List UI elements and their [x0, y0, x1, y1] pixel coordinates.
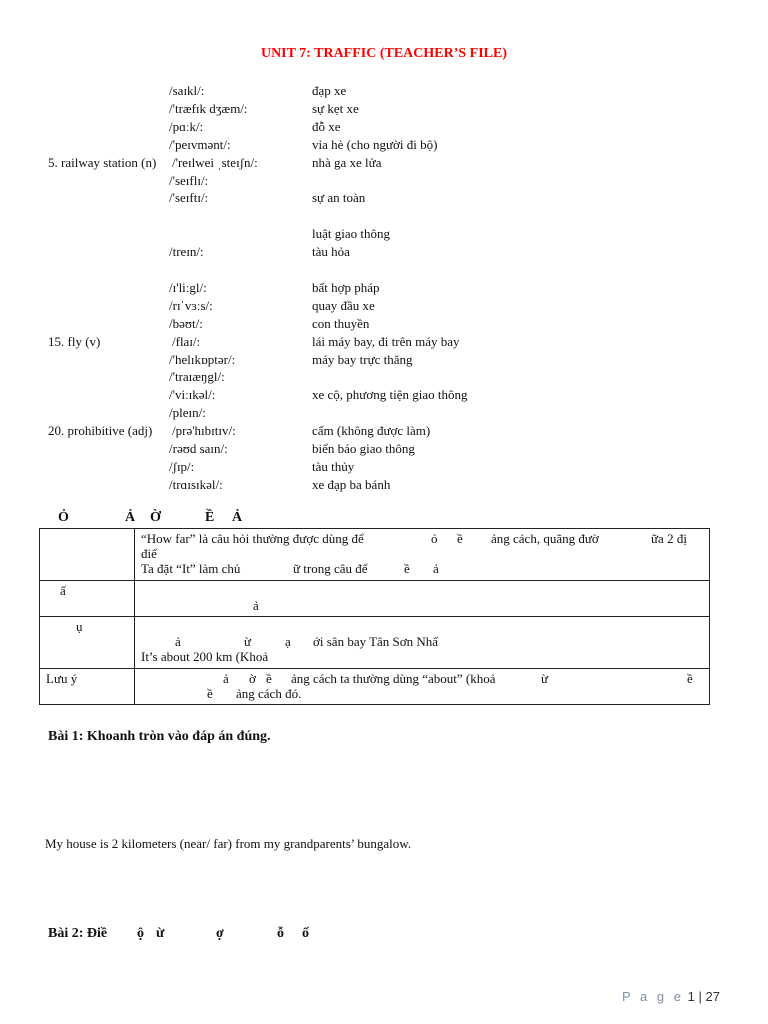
- vocab-ipa: /pɑːk/:: [169, 118, 204, 134]
- vocab-row: [0, 280, 768, 298]
- vocab-row: [0, 190, 768, 208]
- page-separator: |: [698, 989, 702, 1004]
- page-label: P a g e: [622, 989, 684, 1004]
- vocab-ipa: /ʃɪp/:: [169, 458, 195, 474]
- vocab-ipa: /trɑɪsɪkəl/:: [169, 476, 223, 492]
- heading-fragment: Ỏ: [58, 510, 69, 525]
- text-fragment: ảng cách, quãng đườ: [491, 531, 599, 546]
- table-row: [40, 581, 710, 617]
- text-fragment: ỏ: [431, 531, 438, 546]
- vocab-row: [0, 83, 768, 101]
- vocab-meaning: quay đầu xe: [312, 297, 375, 313]
- row-label: ụ: [40, 617, 135, 669]
- vocab-row: [0, 352, 768, 370]
- vocab-row: [0, 208, 768, 226]
- vocab-row: [0, 101, 768, 119]
- page-footer: [622, 989, 720, 1004]
- text-fragment: Bài 2: Điề: [48, 926, 108, 941]
- row-content: [135, 669, 710, 705]
- vocab-ipa: /'peɪvmənt/:: [169, 136, 231, 152]
- table-row: [40, 617, 710, 669]
- vocab-ipa: /treɪn/:: [169, 244, 204, 260]
- text-fragment: ạ: [285, 634, 291, 649]
- vocab-ipa: /'helɪkɒptər/:: [169, 351, 236, 367]
- vocab-meaning: đỗ xe: [312, 118, 341, 134]
- heading-fragment: Ả: [125, 510, 136, 525]
- vocab-meaning: xe cộ, phương tiện giao thông: [312, 387, 468, 403]
- text-fragment: ừ: [541, 671, 549, 686]
- text-fragment: ờ: [249, 671, 256, 686]
- vocab-row: [0, 226, 768, 244]
- text-fragment: ộ: [137, 926, 144, 941]
- text-fragment: ề: [266, 671, 272, 686]
- text-fragment: ả: [433, 561, 439, 576]
- vocab-ipa: /rɪˈvɜːs/:: [169, 297, 213, 313]
- vocab-row: [0, 137, 768, 155]
- vocab-meaning: luật giao thông: [312, 226, 390, 242]
- vocab-row: [0, 405, 768, 423]
- vocab-meaning: sự kẹt xe: [312, 100, 359, 116]
- grammar-table: [39, 528, 710, 705]
- exercise-1-heading: Bài 1: Khoanh tròn vào đáp án đúng.: [48, 729, 271, 744]
- text-fragment: ừ: [156, 926, 165, 941]
- row-label: [40, 529, 135, 581]
- text-fragment: “How far” là câu hỏi thường được dùng để: [141, 531, 364, 546]
- vocab-row: [0, 459, 768, 477]
- page-title: UNIT 7: TRAFFIC (TEACHER’S FILE): [260, 46, 508, 61]
- text-fragment: ừ: [244, 634, 252, 649]
- vocab-ipa: /'viːɪkəl/:: [169, 387, 216, 403]
- vocab-ipa: /'træfɪk dʒæm/:: [169, 100, 248, 116]
- text-fragment: It’s about 200 km (Khoả: [141, 649, 269, 664]
- vocab-meaning: con thuyền: [312, 315, 370, 331]
- text-fragment: ữa 2 đị: [651, 531, 687, 546]
- vocab-meaning: đạp xe: [312, 83, 347, 98]
- text-fragment: ố: [302, 926, 309, 941]
- vocab-meaning: vỉa hè (cho người đi bộ): [312, 136, 438, 152]
- vocab-meaning: bất hợp pháp: [312, 279, 380, 295]
- vocab-row: [0, 298, 768, 316]
- row-label: Lưu ý: [40, 669, 135, 705]
- text-fragment: ả: [223, 671, 229, 686]
- vocab-row: [0, 262, 768, 280]
- vocab-meaning: xe đạp ba bánh: [312, 476, 391, 492]
- vocab-ipa: /prə'hɪbɪtɪv/:: [172, 423, 236, 439]
- exercise-2-heading: [48, 926, 348, 944]
- row-label: ấ: [40, 581, 135, 617]
- text-fragment: ề: [457, 531, 463, 546]
- text-fragment: ề: [404, 561, 410, 576]
- vocab-meaning: cấm (không được làm): [312, 423, 431, 439]
- vocab-ipa: /flaɪ/:: [172, 333, 201, 349]
- text-fragment: ề: [687, 671, 693, 686]
- vocab-meaning: lái máy bay, đi trên máy bay: [312, 333, 460, 349]
- text-fragment: ả: [175, 634, 181, 649]
- vocab-row: [0, 441, 768, 459]
- table-row: [40, 669, 710, 705]
- heading-fragment: Ờ: [150, 510, 161, 525]
- vocab-word: 20. prohibitive (adj): [48, 423, 153, 439]
- vocab-row: [0, 244, 768, 262]
- vocab-row: [0, 119, 768, 137]
- heading-fragment: Ề: [205, 510, 215, 525]
- vocab-word: 5. railway station (n): [48, 154, 157, 170]
- text-fragment: ỗ: [277, 926, 284, 941]
- text-fragment: ảng cách ta thường dùng “about” (khoả: [291, 671, 496, 686]
- vocab-row: [0, 477, 768, 495]
- vocab-ipa: /'reɪlwei ˌsteɪʃn/:: [172, 154, 258, 170]
- text-fragment: ới sân bay Tân Sơn Nhấ: [313, 634, 439, 649]
- row-content: [135, 529, 710, 581]
- vocab-meaning: tàu thủy: [312, 458, 355, 474]
- exercise-1-sentence: My house is 2 kilometers (near/ far) from my grandparents’ bungalow.: [45, 836, 412, 851]
- vocab-meaning: tàu hỏa: [312, 244, 350, 260]
- vocab-ipa: /bəʊt/:: [169, 315, 203, 331]
- total-pages: 27: [705, 989, 720, 1004]
- text-fragment: ảng cách đó.: [236, 686, 302, 701]
- vocab-meaning: sự an toàn: [312, 190, 366, 206]
- text-fragment: Ta đặt “It” làm chủ: [141, 561, 241, 576]
- page-number: 1: [687, 989, 695, 1004]
- vocab-row: [0, 387, 768, 405]
- vocab-ipa: /'seɪflɪ/:: [169, 172, 209, 188]
- text-fragment: điể: [141, 546, 157, 561]
- vocab-row: [0, 423, 768, 441]
- vocab-meaning: biển báo giao thông: [312, 441, 415, 456]
- vocab-row: [0, 316, 768, 334]
- vocab-ipa: /saɪkl/:: [169, 83, 205, 98]
- vocab-row: [0, 155, 768, 173]
- text-fragment: ợ: [216, 926, 224, 941]
- vocab-ipa: /'traɪæŋgl/:: [169, 369, 225, 385]
- vocab-ipa: /rəʊd saɪn/:: [169, 441, 228, 456]
- row-content: [135, 617, 710, 669]
- heading-fragment: Ả: [232, 510, 243, 525]
- text-fragment: ả: [253, 598, 259, 613]
- vocab-word: 15. fly (v): [48, 333, 101, 349]
- vocab-row: [0, 173, 768, 191]
- vocab-meaning: máy bay trực thăng: [312, 351, 413, 367]
- text-fragment: ữ trong câu để: [293, 561, 368, 576]
- vocab-row: [0, 369, 768, 387]
- row-content: [135, 581, 710, 617]
- text-fragment: ề: [207, 686, 213, 701]
- vocab-ipa: /ɪ'liːgl/:: [169, 279, 207, 295]
- table-row: [40, 529, 710, 581]
- vocab-ipa: /'seɪftɪ/:: [169, 190, 209, 206]
- vocab-row: [0, 334, 768, 352]
- vocab-ipa: /pleɪn/:: [169, 405, 206, 421]
- vocab-meaning: nhà ga xe lửa: [312, 154, 382, 170]
